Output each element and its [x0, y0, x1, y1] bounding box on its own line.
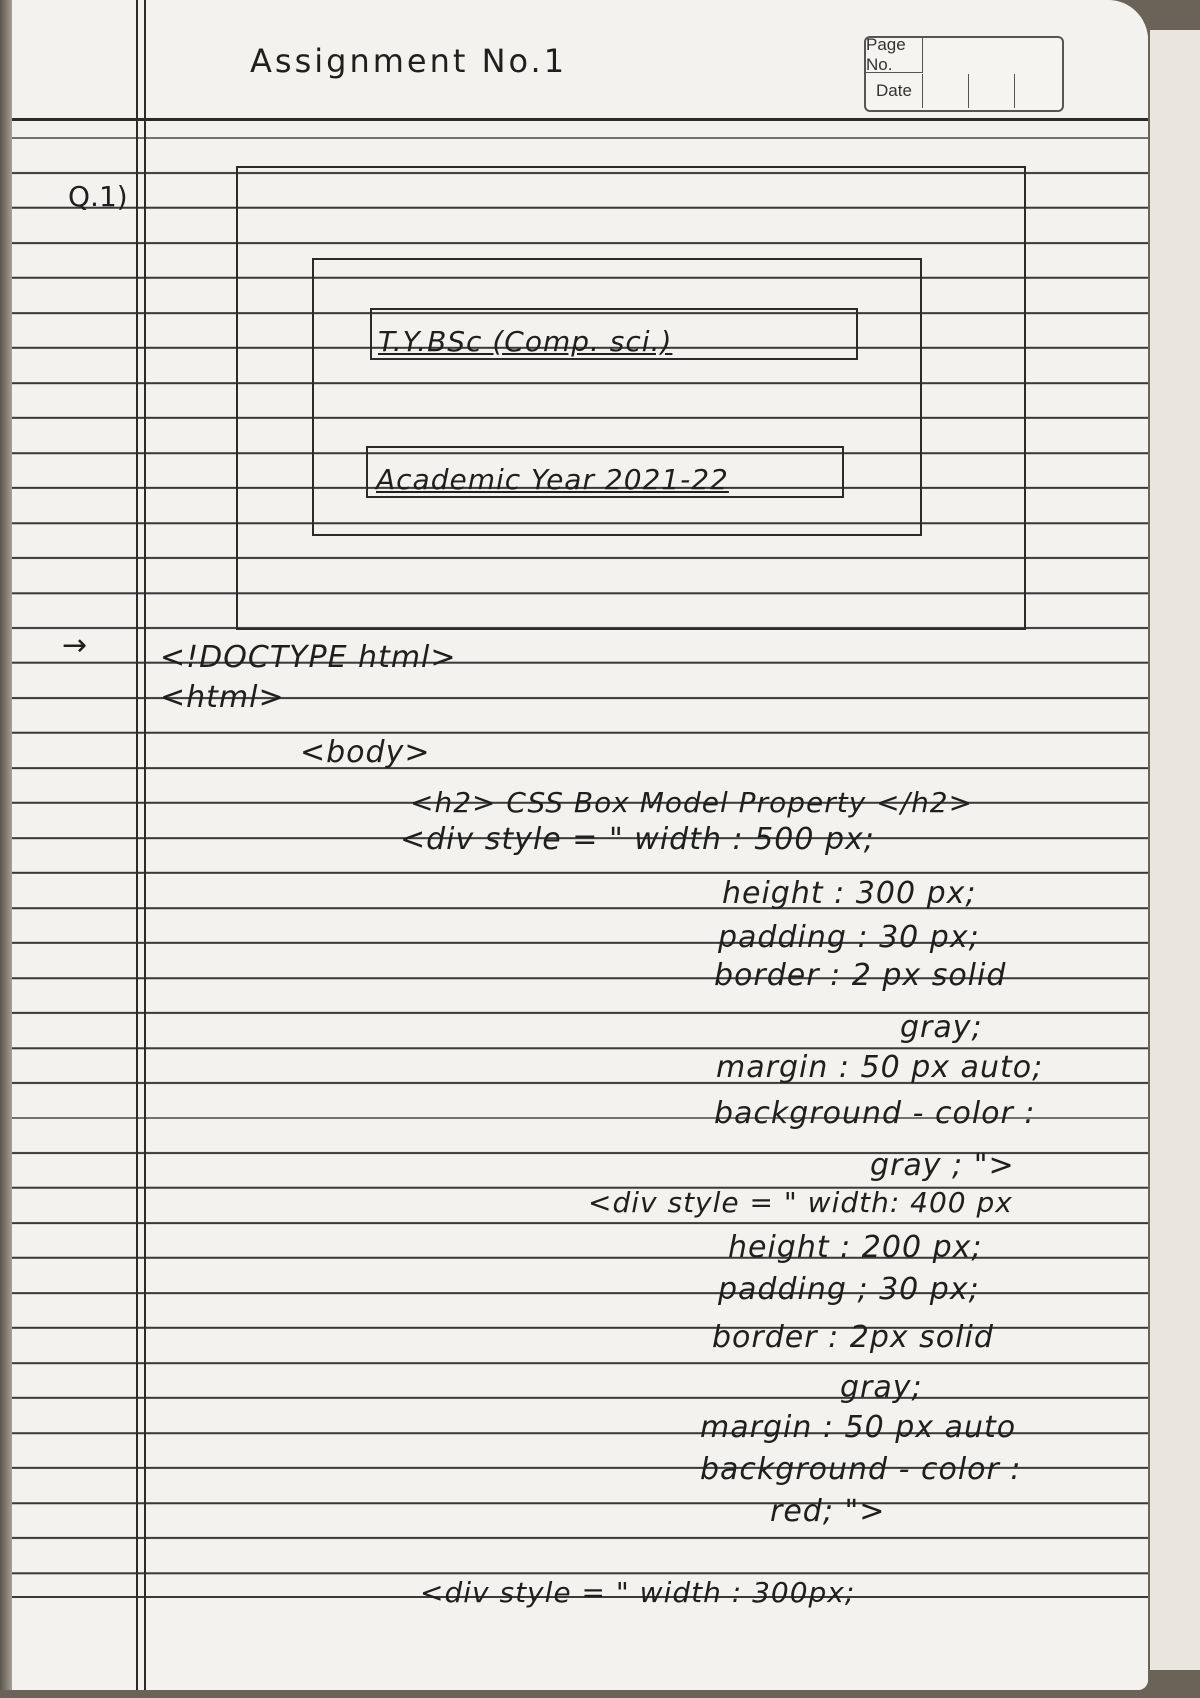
code-line: gray ; "> [870, 1148, 1015, 1183]
code-line: <div style = " width: 400 px [588, 1186, 1013, 1219]
code-line: height : 200 px; [728, 1230, 983, 1265]
margin-line-right [144, 0, 146, 1690]
code-line: padding ; 30 px; [718, 1272, 980, 1307]
date-label: Date [866, 74, 923, 108]
code-line: height : 300 px; [722, 876, 977, 911]
code-line: padding : 30 px; [718, 920, 980, 955]
year-label-text: Academic Year 2021-22 [376, 463, 729, 496]
code-line: border : 2px solid [712, 1320, 994, 1355]
code-line: red; "> [770, 1494, 886, 1529]
year-label-box [366, 446, 844, 498]
page-footer-band [0, 1596, 1148, 1690]
date-cell [1014, 74, 1060, 108]
code-line: gray; [900, 1010, 983, 1045]
class-label-text: T.Y.BSc (Comp. sci.) [378, 325, 673, 358]
class-label-box [370, 308, 858, 360]
code-line: background - color : [714, 1096, 1036, 1131]
code-line: <!DOCTYPE html> [160, 640, 457, 675]
page-no-label: Page No. [866, 38, 923, 73]
code-line: <h2> CSS Box Model Property </h2> [410, 786, 974, 819]
code-line: <body> [300, 735, 431, 770]
date-cell [968, 74, 1015, 108]
code-line: border : 2 px solid [714, 958, 1007, 993]
date-cell [922, 74, 969, 108]
margin-line-left [136, 0, 138, 1690]
code-line: <div style = " width : 500 px; [400, 822, 875, 857]
code-line: <html> [160, 680, 285, 715]
adjacent-page-edge [1150, 30, 1200, 1670]
code-line: gray; [840, 1370, 923, 1405]
code-line: margin : 50 px auto [700, 1410, 1017, 1445]
answer-arrow-icon: → [62, 628, 88, 663]
question-label: Q.1) [68, 180, 128, 213]
code-line: background - color : [700, 1452, 1022, 1487]
page-spine-shadow [0, 0, 12, 1690]
code-line: margin : 50 px auto; [716, 1050, 1044, 1085]
assignment-title: Assignment No.1 [250, 42, 568, 80]
code-line: <div style = " width : 300px; [420, 1576, 856, 1609]
page-no-date-box [864, 36, 1064, 112]
